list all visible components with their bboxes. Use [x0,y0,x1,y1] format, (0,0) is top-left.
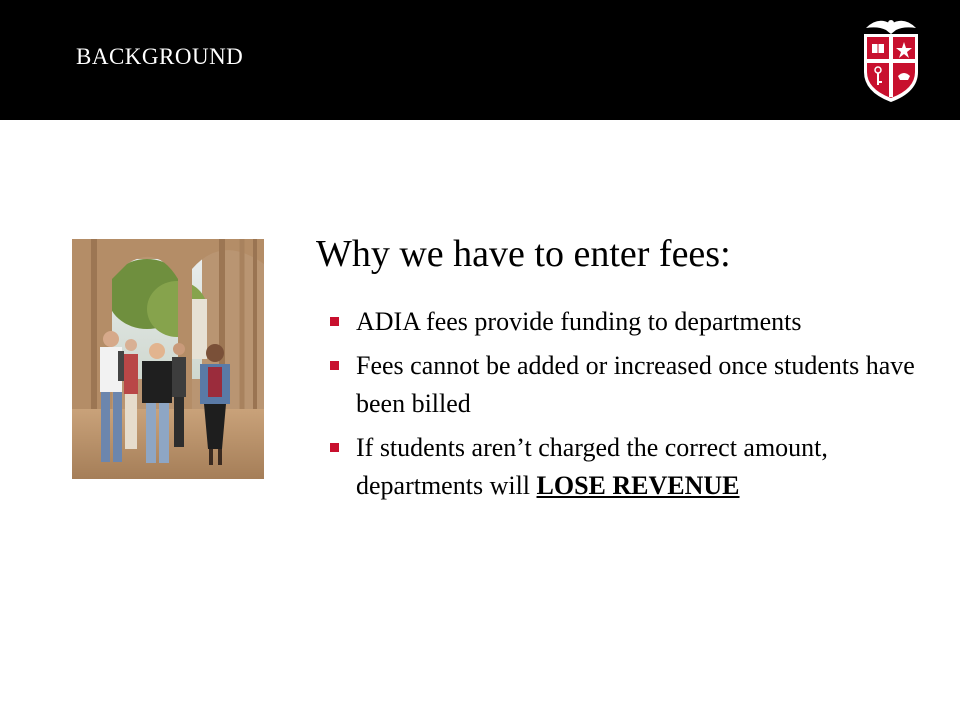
bullet-text: Fees cannot be added or increased once students have been billed [356,351,915,418]
bullet-text: ADIA fees provide funding to departments [356,307,802,336]
bullet-list [330,303,920,511]
section-label: BACKGROUND [76,44,244,69]
bullet-item [330,303,920,341]
slide-title: Why we have to enter fees: [316,233,731,275]
square-bullet-icon [330,361,339,370]
bullet-item [330,429,920,505]
square-bullet-icon [330,317,339,326]
square-bullet-icon [330,443,339,452]
students-walkway-photo [72,239,264,479]
university-shield-icon [858,14,924,104]
bullet-item [330,347,920,423]
bullet-emphasis: LOSE REVENUE [536,471,740,500]
header-bar [0,0,960,120]
bullet-text: If students aren’t charged the correct amount, departments will [356,433,828,500]
